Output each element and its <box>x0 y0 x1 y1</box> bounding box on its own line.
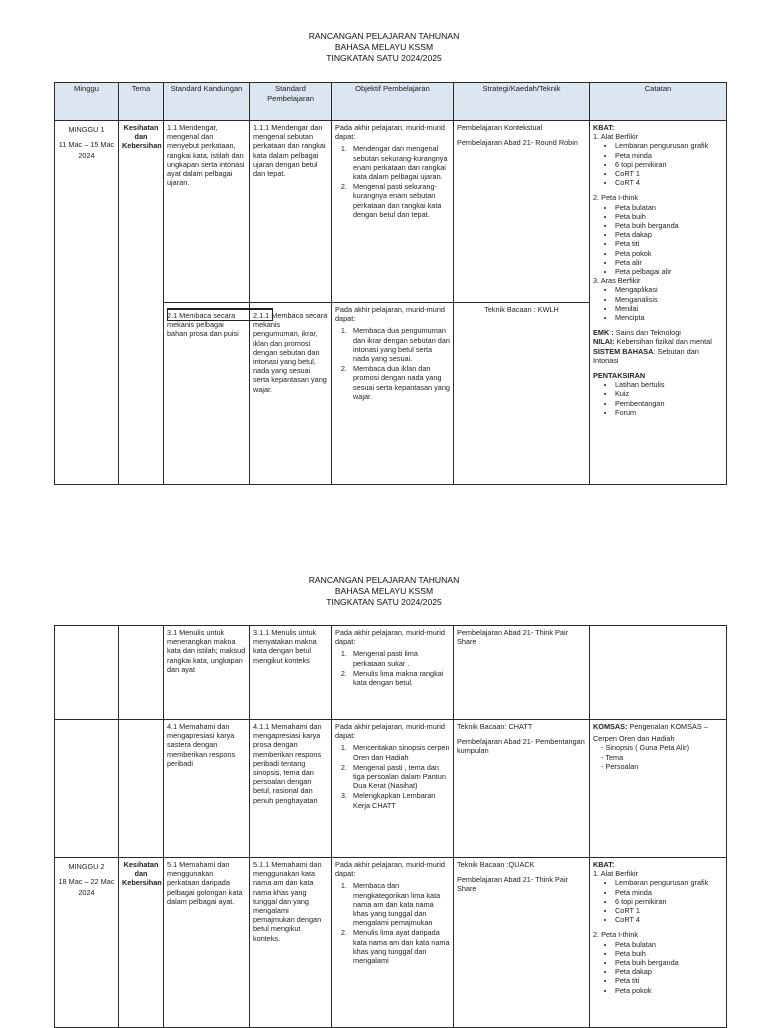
catatan-cell <box>590 858 727 1028</box>
doc-session: TINGKATAN SATU 2024/2025 <box>326 53 442 63</box>
table-row <box>55 626 727 720</box>
list-item: 1. Menceritakan sinopsis cerpen Oren dan Hadiah <box>349 743 450 761</box>
alat-berfikir-list <box>593 141 723 187</box>
list-item: • Peta bulatan <box>615 940 723 949</box>
nilai-label: NILAI: <box>593 337 615 347</box>
emk-label: EMK : <box>593 328 614 338</box>
list-item: • Peta pelbagai alir <box>615 267 723 276</box>
list-item: • Mencipta <box>615 313 723 322</box>
week-cell <box>55 121 119 485</box>
week-cell <box>55 626 119 720</box>
table-row <box>55 720 727 858</box>
list-item: • Peta minda <box>615 151 723 160</box>
objektif-list <box>335 649 450 687</box>
list-item: • Peta pokok <box>615 249 723 258</box>
nilai-line <box>593 337 723 346</box>
list-item: • Peta buih berganda <box>615 958 723 967</box>
list-item: • Mengaplikasi <box>615 285 723 294</box>
list-item: • Peta dakap <box>615 230 723 239</box>
list-item: 1. Mengenal pasti lima perkataan sukar . <box>349 649 450 667</box>
list-item: 2. Menulis lima makna rangkai kata dengan betul. <box>349 669 450 687</box>
list-item: • Peta alir <box>615 258 723 267</box>
peta-ithink-list <box>593 203 723 277</box>
pentaksiran-list <box>593 380 723 417</box>
list-item: • Menilai <box>615 304 723 313</box>
sk-text: 2.1 Membaca secara mekanis pelbagai bahan prosa dan puisi <box>167 311 239 339</box>
sistem-bahasa-value: : Sebutan dan Intonasi <box>593 346 699 365</box>
table-row <box>55 858 727 1028</box>
list-item: 2. Menulis lima ayat daripada kata nama am dan kata nama khas yang tunggal dan mengalami <box>349 928 450 965</box>
doc-title: RANCANGAN PELAJARAN TAHUNAN <box>308 575 460 585</box>
sk-cell: 1.1 Mendengar, mengenal dan menyebut perkataan, rangkai kata, istilah dan ungkapan serta intonasi ayat dalam pelbagai ujaran. <box>164 121 250 303</box>
list-item: • CoRT 1 <box>615 169 723 178</box>
alat-berfikir-list <box>593 878 723 924</box>
table-header-row <box>55 83 727 121</box>
selection-box <box>167 308 273 321</box>
nilai-value: Kebersihan fizikal dan mental <box>616 337 712 347</box>
objektif-list <box>335 881 450 965</box>
aras-berfikir-title: 3. Aras Berfikir <box>593 276 641 286</box>
sp-cell: 5.1.1 Memahami dan menggunakan kata nama am dan kata nama khas yang tunggal dan yang mengalami pemajmukan dengan betul mengikut konteks. <box>250 858 332 1028</box>
catatan-cell <box>590 121 727 485</box>
peta-ithink-list <box>593 940 723 995</box>
objektif-cell <box>332 626 454 720</box>
objektif-intro: Pada akhir pelajaran, murid-murid dapat: <box>335 860 445 879</box>
list-item: • Peta buih berganda <box>615 221 723 230</box>
list-item: • Peta dakap <box>615 967 723 976</box>
objektif-list <box>335 743 450 809</box>
objektif-intro: Pada akhir pelajaran, murid-murid dapat: <box>335 628 445 647</box>
alat-berfikir-title: 1. Alat Berfikir <box>593 132 639 142</box>
list-item: • Peta titi <box>615 239 723 248</box>
col-standard-kandungan: Standard Kandungan <box>164 83 250 121</box>
list-item: • CoRT 4 <box>615 178 723 187</box>
list-item: • Pembentangan <box>615 399 723 408</box>
pentaksiran-heading: PENTAKSIRAN <box>593 371 646 381</box>
strategi-cell <box>454 720 590 858</box>
sk-cell: 3.1 Menulis untuk menerangkan makna kata dan istilah; maksud rangkai kata, ungkapan dan ayat <box>164 626 250 720</box>
page2-header <box>0 575 768 608</box>
list-item: • Peta bulatan <box>615 203 723 212</box>
week-label: MINGGU 1 <box>68 125 105 134</box>
objektif-intro: Pada akhir pelajaran, murid-murid dapat: <box>335 123 445 142</box>
lesson-plan-table-page2 <box>54 625 727 1028</box>
list-item: - Tema <box>609 753 723 762</box>
objektif-list <box>335 144 450 219</box>
peta-ithink-title: 2. Peta I-think <box>593 930 639 940</box>
strategi-cell <box>454 121 590 303</box>
col-objektif: Objektif Pembelajaran <box>332 83 454 121</box>
list-item: • 6 topi pemikiran <box>615 160 723 169</box>
komsas-label: KOMSAS: <box>593 722 628 731</box>
col-catatan: Catatan <box>590 83 727 121</box>
objektif-list <box>335 326 450 401</box>
list-item: • CoRT 4 <box>615 915 723 924</box>
list-item: • Peta pokok <box>615 986 723 995</box>
col-standard-pembelajaran: Standard Pembelajaran <box>250 83 332 121</box>
list-item: • Lembaran pengurusan grafik <box>615 141 723 150</box>
alat-berfikir-title: 1. Alat Berfikir <box>593 869 639 879</box>
kbat-heading: KBAT: <box>593 860 615 869</box>
list-item: • Peta buih <box>615 212 723 221</box>
objektif-cell <box>332 720 454 858</box>
lesson-plan-table-page1 <box>54 82 727 485</box>
komsas-line <box>593 722 723 731</box>
col-strategi: Strategi/Kaedah/Teknik <box>454 83 590 121</box>
sp-cell: 1.1.1 Mendengar dan mengenal sebutan perkataan dan rangkai kata dalam pelbagai ujaran dengan betul dan tepat. <box>250 121 332 303</box>
list-item: 1. Membaca dua pengumuman dan ikrar dengan sebutan dan intonasi yang betul serta nada yang sesuai. <box>349 326 450 363</box>
list-item: • Peta buih <box>615 949 723 958</box>
doc-subject: BAHASA MELAYU KSSM <box>334 42 434 52</box>
table-row <box>55 121 727 303</box>
list-item: 1. Membaca dan mengkategorikan lima kata nama am dan kata nama khas yang tunggal dan mengalami pemajmukan <box>349 881 450 927</box>
week-cell <box>55 858 119 1028</box>
komsas-list <box>593 743 723 771</box>
list-item: • Lembaran pengurusan grafik <box>615 878 723 887</box>
list-item: • Peta titi <box>615 976 723 985</box>
tema-cell <box>119 720 164 858</box>
col-tema: Tema <box>119 83 164 121</box>
week-dates: 18 Mac – 22 Mac 2024 <box>58 877 115 897</box>
emk-line <box>593 328 723 337</box>
sk-cell: 5.1 Memahami dan menggunakan perkataan daripada pelbagai golongan kata dalam pelbagai ayat. <box>164 858 250 1028</box>
list-item: • Kuiz <box>615 389 723 398</box>
strategi-cell: Pembelajaran Abad 21- Think Pair Share <box>454 626 590 720</box>
page1-header <box>0 31 768 64</box>
list-item: • Menganalisis <box>615 295 723 304</box>
strategi-item: Pembelajaran Abad 21- Round Robin <box>457 138 578 148</box>
list-item: 3. Melengkapkan Lembaran Kerja CHATT <box>349 791 450 809</box>
objektif-intro: Pada akhir pelajaran, murid-murid dapat: <box>335 305 445 324</box>
strategi-item: Pembelajaran Abad 21- Pembentangan kumpulan <box>457 737 585 756</box>
strategi-cell <box>454 858 590 1028</box>
list-item: • 6 topi pemikiran <box>615 897 723 906</box>
aras-berfikir-list <box>593 285 723 322</box>
objektif-cell <box>332 121 454 303</box>
tema-cell: Kesihatan dan Kebersihan <box>119 121 164 485</box>
emk-value: Sains dan Teknologi <box>615 328 681 338</box>
list-item: 2. Mengenal pasti , tema dan tiga persoalan dalam Pantun Dua Kerat (Nasihat) <box>349 763 450 791</box>
sistem-bahasa-label: SISTEM BAHASA <box>593 346 654 356</box>
list-item: - Sinopsis ( Guna Peta Alir) <box>609 743 723 752</box>
list-item: 1. Mendengar dan mengenal sebutan sekurang-kurangnya enam perkataan dan rangkai kata dalam pelbagai ujaran. <box>349 144 450 181</box>
week-dates: 11 Mac – 15 Mac 2024 <box>58 140 115 160</box>
sk-cell: 4.1 Memahami dan mengapresiasi karya sastera dengan memberikan respons peribadi <box>164 720 250 858</box>
sistem-bahasa-line <box>593 347 723 365</box>
strategi-cell: Teknik Bacaan : KWLH <box>454 303 590 485</box>
list-item: 2. Membaca dua iklan dan promosi dengan nada yang sesuai serta kepantasan yang wajar. <box>349 364 450 401</box>
list-item: • Latihan bertulis <box>615 380 723 389</box>
komsas-value: Pengenalan KOMSAS – <box>629 722 708 731</box>
week-cell <box>55 720 119 858</box>
sp-cell: 4.1.1 Memahami dan mengapresiasi karya prosa dengan memberikan respons peribadi tentang sinopsis, tema dan persoalan dengan betul, rasional dan penuh penghayatan <box>250 720 332 858</box>
list-item: - Persoalan <box>609 762 723 771</box>
cerpen-title: Cerpen Oren dan Hadiah <box>593 734 675 744</box>
strategi-item: Teknik Bacaan :QUACK <box>457 860 535 869</box>
tema-cell <box>119 626 164 720</box>
sp-cell <box>250 303 332 485</box>
list-item: • Forum <box>615 408 723 417</box>
catatan-cell <box>590 626 727 720</box>
doc-title: RANCANGAN PELAJARAN TAHUNAN <box>308 31 460 41</box>
kbat-heading: KBAT: <box>593 123 615 132</box>
strategi-item: Pembelajaran Kontekstual <box>457 123 543 132</box>
peta-ithink-title: 2. Peta I-think <box>593 193 639 203</box>
col-minggu: Minggu <box>55 83 119 121</box>
objektif-intro: Pada akhir pelajaran, murid-murid dapat: <box>335 722 445 741</box>
sp-cell: 3.1.1 Menulis untuk menyatakan makna kata dengan betul mengikut konteks <box>250 626 332 720</box>
sk-cell <box>164 303 250 485</box>
objektif-cell <box>332 858 454 1028</box>
doc-subject: BAHASA MELAYU KSSM <box>334 586 434 596</box>
list-item: • CoRT 1 <box>615 906 723 915</box>
list-item: 2. Mengenal pasti sekurang-kurangnya enam sebutan perkataan dan rangkai kata dengan betul dan tepat. <box>349 182 450 219</box>
list-item: • Peta minda <box>615 888 723 897</box>
strategi-item: Pembelajaran Abad 21- Think Pair Share <box>457 875 569 894</box>
week-label: MINGGU 2 <box>68 862 105 871</box>
sp-text: 2.1.1 Membaca secara mekanis pengumuman, ikrar, iklan dan promosi dengan sebutan dan intonasi yang betul, nada yang sesuai serta kepantasan yang wajar. <box>253 311 328 394</box>
catatan-cell <box>590 720 727 858</box>
doc-session: TINGKATAN SATU 2024/2025 <box>326 597 442 607</box>
tema-cell: Kesihatan dan Kebersihan <box>119 858 164 1028</box>
strategi-item: Teknik Bacaan: CHATT <box>457 722 533 731</box>
objektif-cell <box>332 303 454 485</box>
